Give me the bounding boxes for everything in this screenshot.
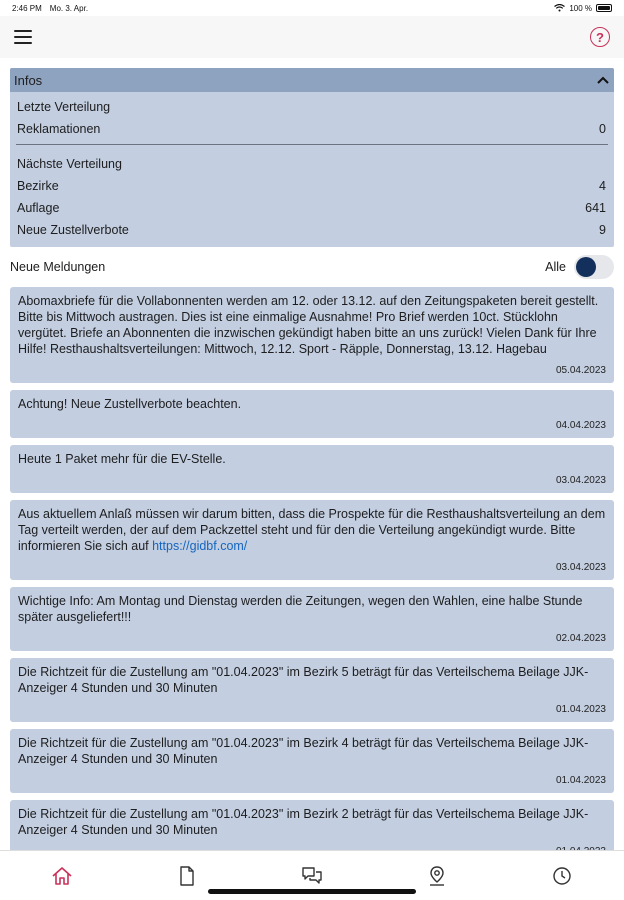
toggle-knob: [576, 257, 596, 277]
nav-map[interactable]: [417, 856, 457, 896]
message-date: 04.04.2023: [555, 420, 606, 431]
chevron-up-icon[interactable]: [596, 73, 610, 87]
info-value: 9: [599, 223, 606, 237]
chat-icon: [301, 866, 323, 886]
divider: [16, 144, 608, 145]
menu-icon[interactable]: [14, 30, 32, 44]
document-icon: [179, 866, 195, 886]
home-indicator: [208, 889, 416, 894]
info-label: Letzte Verteilung: [17, 100, 111, 114]
info-label: Reklamationen: [17, 122, 101, 136]
infos-body: [10, 92, 614, 247]
message-link[interactable]: https://gidbf.com/: [152, 539, 248, 553]
news-filter: [545, 255, 614, 279]
message-list: [10, 287, 614, 864]
infos-title: Infos: [14, 72, 43, 88]
message-date: 01.04.2023: [555, 775, 606, 786]
home-icon: [51, 866, 73, 886]
main-content: [0, 58, 624, 864]
help-icon[interactable]: ?: [590, 27, 610, 47]
message-card[interactable]: [10, 658, 614, 722]
message-card[interactable]: [10, 445, 614, 493]
message-text: Die Richtzeit für die Zustellung am "01.04.2023" im Bezirk 5 beträgt für das Verteilschema Beilage JJK-Anzeiger 4 Stunden und 30 Minuten: [18, 665, 589, 695]
wifi-icon: [554, 4, 565, 12]
message-text: Abomaxbriefe für die Vollabonnenten werden am 12. oder 13.12. auf den Zeitungspaketen bereit gestellt. Bitte bis Mittwoch austragen. Dies ist eine einmalige Ausnahme! Pro Brief werden 10ct. Stücklohn vergütet. Briefe an Abonnenten die inzwischen gekündigt haben bitte an uns zurück! Vielen Dank für Ihre Hilfe! Resthaushaltsverteilungen: Mittwoch, 12.12. Sport - Räpple, Donnerstag, 13.12. Hagebau: [18, 294, 599, 356]
news-header: [10, 247, 614, 287]
info-row-letzte-verteilung: [10, 96, 614, 118]
message-date: 01.04.2023: [555, 704, 606, 715]
status-left: [12, 4, 88, 13]
message-date: 05.04.2023: [555, 365, 606, 376]
message-card[interactable]: [10, 287, 614, 383]
infos-header[interactable]: [10, 68, 614, 92]
news-label: Neue Meldungen: [10, 260, 106, 274]
filter-label: Alle: [545, 260, 566, 274]
nav-documents[interactable]: [167, 856, 207, 896]
info-row-naechste-verteilung: [10, 153, 614, 175]
message-text: Die Richtzeit für die Zustellung am "01.04.2023" im Bezirk 2 beträgt für das Verteilschema Beilage JJK-Anzeiger 4 Stunden und 30 Minuten: [18, 807, 589, 837]
message-text: Achtung! Neue Zustellverbote beachten.: [18, 397, 242, 411]
status-time: 2:46 PM: [12, 3, 42, 13]
info-label: Neue Zustellverbote: [17, 223, 129, 237]
message-card[interactable]: [10, 500, 614, 580]
info-row-neue-zustellverbote: [10, 219, 614, 241]
message-text: Heute 1 Paket mehr für die EV-Stelle.: [18, 452, 226, 466]
top-bar: [0, 16, 624, 58]
info-label: Bezirke: [17, 179, 59, 193]
message-text-body: Aus aktuellem Anlaß müssen wir darum bitten, dass die Prospekte für die Resthaushaltsverteilung an dem Tag verteilt werden, der auf dem Packzettel steht und für den die Verteilung angekündigt wurde. Bitte informieren Sie sich auf: [18, 507, 606, 553]
map-pin-icon: [427, 865, 447, 887]
info-value: 641: [585, 201, 606, 215]
infos-panel: [10, 68, 614, 247]
message-card[interactable]: [10, 729, 614, 793]
nav-time[interactable]: [542, 856, 582, 896]
battery-icon: [596, 4, 612, 12]
message-card[interactable]: [10, 390, 614, 438]
filter-toggle[interactable]: [574, 255, 614, 279]
message-text: Wichtige Info: Am Montag und Dienstag werden die Zeitungen, wegen den Wahlen, eine halbe Stunde später ausgeliefert!!!: [18, 594, 583, 624]
info-value: 0: [599, 122, 606, 136]
info-value: 4: [599, 179, 606, 193]
message-date: 03.04.2023: [555, 562, 606, 573]
clock-icon: [552, 866, 572, 886]
nav-home[interactable]: [42, 856, 82, 896]
message-text: [18, 506, 606, 554]
status-bar: [0, 0, 624, 16]
message-text: Die Richtzeit für die Zustellung am "01.04.2023" im Bezirk 4 beträgt für das Verteilschema Beilage JJK-Anzeiger 4 Stunden und 30 Minuten: [18, 736, 589, 766]
info-row-auflage: [10, 197, 614, 219]
message-date: 03.04.2023: [555, 475, 606, 486]
info-label: Auflage: [17, 201, 60, 215]
info-label: Nächste Verteilung: [17, 157, 122, 171]
battery-label: 100 %: [569, 3, 592, 13]
info-row-reklamationen: [10, 118, 614, 140]
status-date: Mo. 3. Apr.: [49, 3, 89, 13]
status-right: [554, 4, 612, 13]
message-date: 02.04.2023: [555, 633, 606, 644]
message-card[interactable]: [10, 587, 614, 651]
info-row-bezirke: [10, 175, 614, 197]
